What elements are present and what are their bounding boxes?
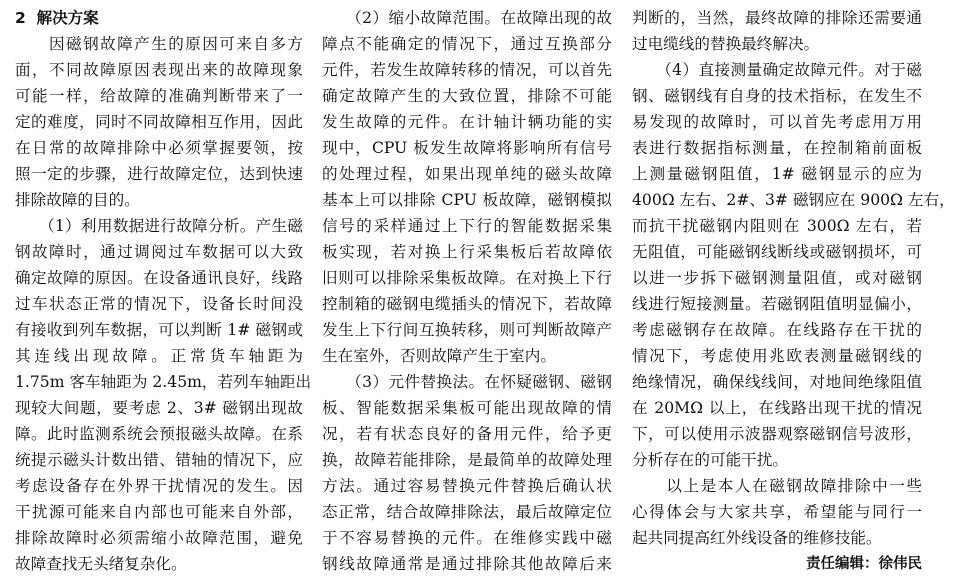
text-line: 可能一样，给故障的准确判断带来了一	[15, 87, 303, 105]
text-line: 无阻值，可能磁钢线断线或磁钢损坏，可	[632, 243, 922, 261]
text-line: 发生故障的元件。在计轴计辆功能的实	[322, 113, 612, 131]
text-line: 上测量磁钢阻值，1# 磁钢显示的应为	[632, 165, 922, 183]
text-line: 表进行数据指标测量，在控制箱前面板	[632, 139, 922, 157]
text-line: 统提示磁头计数出错、错轴的情况下，应	[15, 451, 303, 469]
text-line: 心得体会与大家共享，希望能与同行一	[632, 503, 922, 521]
section-title: 解决方案	[36, 9, 99, 27]
text-line: 线进行短接测量。若磁钢阻值明显偏小，	[632, 295, 922, 313]
text-line: 过电缆线的替换最终解决。	[632, 35, 820, 53]
section-number: 2	[15, 9, 26, 27]
text-line: 故障查找无头绪复杂化。	[15, 555, 187, 573]
text-line: 换，故障若能排除，是最简单的故障处理	[322, 451, 612, 469]
text-line: 定的难度，同时不同故障相互作用，因此	[15, 113, 303, 131]
text-line: 方法。通过容易替换元件替换后确认状	[322, 477, 612, 495]
text-line: （1）利用数据进行故障分析。产生磁	[15, 217, 303, 235]
text-line: 障。此时监测系统会预报磁头故障。在系	[15, 425, 303, 443]
text-line: 绝缘情况，确保线线间，对地间绝缘阻值	[632, 373, 922, 391]
text-line: 旧则可以排除采集板故障。在对换上下行	[322, 269, 612, 287]
text-line: 排除故障的目的。	[15, 191, 140, 209]
text-line: 生在室外，否则故障产生于室内。	[322, 347, 556, 365]
column-2	[322, 5, 612, 577]
text-line: 而抗干扰磁钢内阻则在 300Ω 左右，若	[632, 217, 922, 235]
text-line: 板实现，若对换上行采集板后若故障依	[322, 243, 612, 261]
text-line: 信号的采样通过上下行的智能数据采集	[322, 217, 612, 235]
column-1	[15, 5, 312, 577]
text-line: 基本上可以排除 CPU 板故障，磁钢模拟	[322, 191, 612, 209]
text-line: 干扰源可能来自内部也可能来自外部，	[15, 503, 303, 521]
text-line: 以上是本人在磁钢故障排除中一些	[632, 477, 922, 495]
text-line: 况，若有状态良好的备用元件，给予更	[322, 425, 612, 443]
text-line: 考虑磁钢存在故障。在线路存在干扰的	[632, 321, 922, 339]
text-line: 现较大间题，要考虑 2、3# 磁钢出现故	[15, 399, 303, 417]
text-line: 考虑设备存在外界干扰情况的发生。因	[15, 477, 303, 495]
text-line: 钢线故障通常是通过排除其他故障后来	[322, 555, 612, 573]
text-line: 板、智能数据采集板可能出现故障的情	[322, 399, 612, 417]
text-line: 400Ω 左右、2#、3# 磁钢应在 900Ω 左右，	[632, 191, 955, 209]
text-line: 控制箱的磁钢电缆插头的情况下，若故障	[322, 295, 612, 313]
text-line: 有接收到列车数据，可以判断 1# 磁钢或	[15, 321, 303, 339]
text-line: 起共同提高红外线设备的维修技能。	[632, 529, 882, 547]
text-line: 的处理过程，如果出现单纯的磁头故障	[322, 165, 612, 183]
text-line: 发生上下行间互换转移，则可判断故障产	[322, 321, 612, 339]
editor-credit: 责任编辑：徐伟民	[806, 556, 922, 572]
text-line: 钢故障时，通过调阅过车数据可以大致	[15, 243, 303, 261]
text-line: 下，可以使用示波器观察磁钢信号波形，	[632, 425, 922, 443]
text-line: 现中，CPU 板发生故障将影响所有信号	[322, 139, 612, 157]
text-line: 面，不同故障原因表现出来的故障现象	[15, 61, 303, 79]
text-line: 在日常的故障排除中必须掌握要领，按	[15, 139, 303, 157]
text-line: 因磁钢故障产生的原因可来自多方	[15, 35, 303, 53]
text-line: （2）缩小故障范围。在故障出现的故	[322, 9, 612, 27]
text-line: 确定故障产生的大致位置，排除不可能	[322, 87, 612, 105]
text-line: 钢、磁钢线有自身的技术指标，在发生不	[632, 87, 922, 105]
text-line: 分析存在的可能干扰。	[632, 451, 788, 469]
text-line: 以进一步拆下磁钢测量阻值，或对磁钢	[632, 269, 922, 287]
column-3	[632, 5, 955, 577]
text-line: 障点不能确定的情况下，通过互换部分	[322, 35, 612, 53]
text-line: （3）元件替换法。在怀疑磁钢、磁钢	[322, 373, 612, 391]
text-line: 1.75m 客车轴距为 2.45m，若列车轴距出	[15, 373, 312, 391]
text-line: 情况下，考虑使用兆欧表测量磁钢线的	[632, 347, 922, 365]
section-heading	[15, 5, 303, 31]
text-line: 在 20MΩ 以上，在线路出现干扰的情况	[632, 399, 922, 417]
text-line: 易发现的故障时，可以首先考虑用万用	[632, 113, 922, 131]
text-line: 判断的，当然，最终故障的排除还需要通	[632, 9, 922, 27]
text-line: 过车状态正常的情况下，设备长时间没	[15, 295, 303, 313]
text-line: 其连线出现故障。正常货车轴距为	[15, 347, 303, 365]
text-line: 照一定的步骤，进行故障定位，达到快速	[15, 165, 303, 183]
text-line: 于不容易替换的元件。在维修实践中磁	[322, 529, 612, 547]
text-line: 态正常，结合故障排除法，最后故障定位	[322, 503, 612, 521]
text-line: 排除故障时必须需缩小故障范围，避免	[15, 529, 303, 547]
text-line: 元件，若发生故障转移的情况，可以首先	[322, 61, 612, 79]
text-line: （4）直接测量确定故障元件。对于磁	[632, 61, 922, 79]
text-line: 确定故障的原因。在设备通讯良好，线路	[15, 269, 303, 287]
